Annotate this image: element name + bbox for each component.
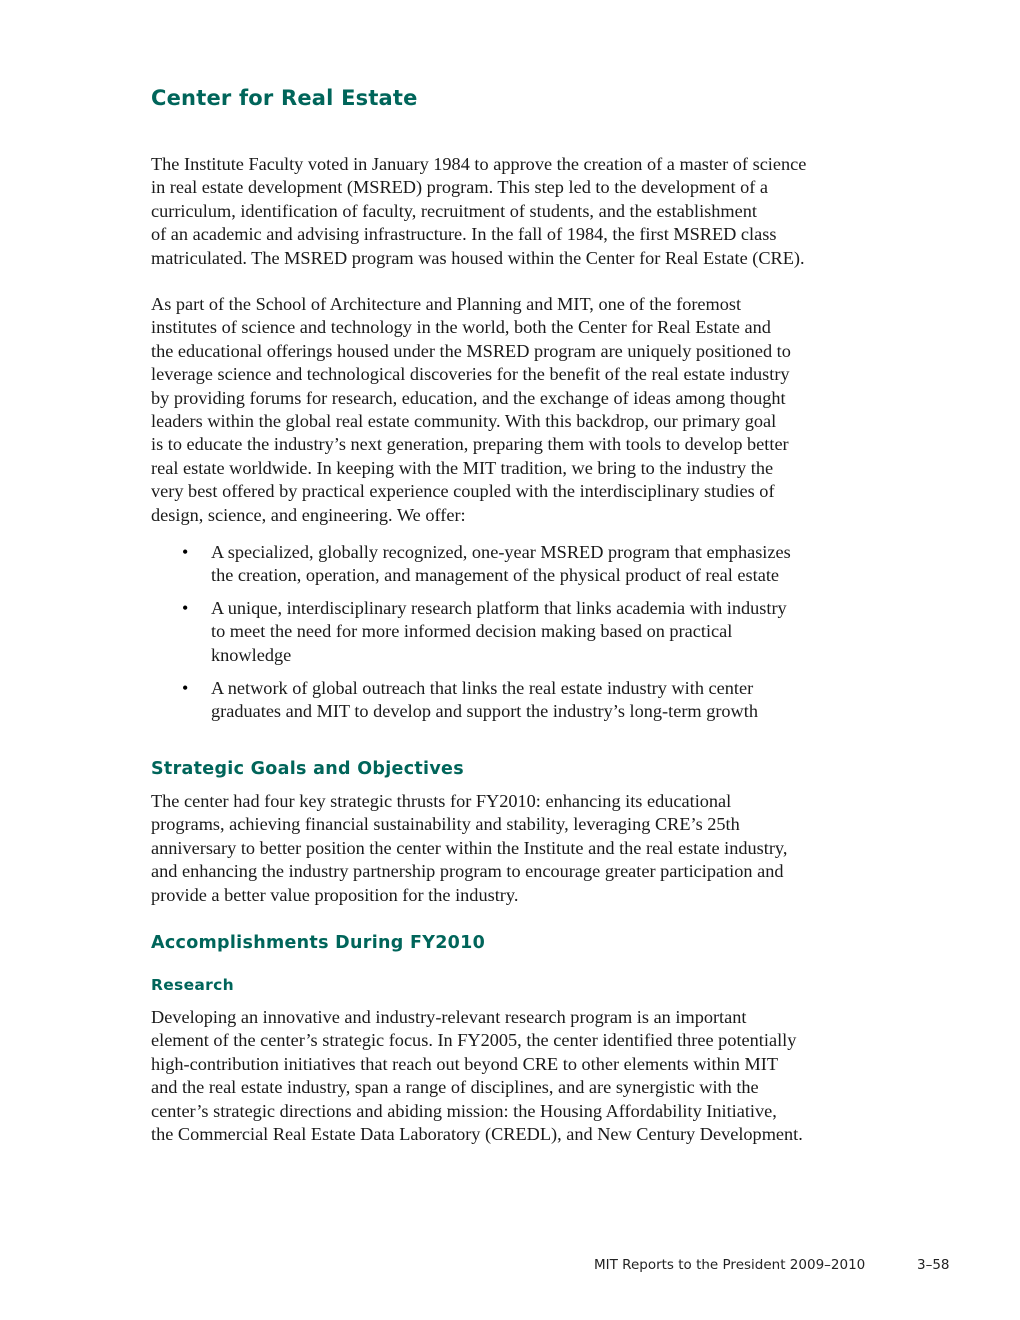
bullet-icon: • [182,598,189,618]
text-line: knowledge [211,644,292,665]
text-line: curriculum, identification of faculty, recruitment of students, and the establishment [151,200,757,221]
research-heading: Research [151,976,234,994]
bullet-icon: • [182,542,189,562]
text-line: graduates and MIT to develop and support the industry’s long-term growth [211,701,758,722]
strategic-goals-heading: Strategic Goals and Objectives [151,759,464,779]
text-line: provide a better value proposition for the industry. [151,884,519,905]
text-line: real estate worldwide. In keeping with the MIT tradition, we bring to the industry the [151,457,774,478]
text-line: leverage science and technological discoveries for the benefit of the real estate industry [151,364,790,385]
text-line: The Institute Faculty voted in January 1984 to approve the creation of a master of science [151,154,807,174]
text-line: A network of global outreach that links the real estate industry with center [211,678,754,698]
research-paragraph [151,1006,803,1146]
text-line: in real estate development (MSRED) program. This step led to the development of a [151,177,769,198]
footer-page-number: 3–58 [917,1257,950,1273]
text-line: and the real estate industry, span a range of disciplines, and are synergistic with the [151,1077,759,1098]
text-line: design, science, and engineering. We offer: [151,504,466,525]
text-line: matriculated. The MSRED program was housed within the Center for Real Estate (CRE). [151,247,805,268]
text-line: As part of the School of Architecture and Planning and MIT, one of the foremost [151,294,742,314]
text-line: element of the center’s strategic focus. In FY2005, the center identified three potentially [151,1030,797,1051]
text-line: the educational offerings housed under the MSRED program are uniquely positioned to [151,340,791,361]
footer-publication: MIT Reports to the President 2009–2010 [594,1257,866,1273]
bullet-item [211,597,787,667]
bullet-item [211,541,791,588]
text-line: of an academic and advising infrastructure. In the fall of 1984, the first MSRED class [151,224,777,245]
strategic-goals-paragraph [151,790,787,907]
text-line: center’s strategic directions and abiding mission: the Housing Affordability Initiative, [151,1100,777,1121]
accomplishments-heading: Accomplishments During FY2010 [151,933,486,953]
bullet-item [211,677,758,724]
text-line: very best offered by practical experience coupled with the interdisciplinary studies of [151,481,775,502]
text-line: to meet the need for more informed decision making based on practical [211,621,733,642]
page-title: Center for Real Estate [151,86,418,110]
text-line: institutes of science and technology in the world, both the Center for Real Estate and [151,317,771,338]
text-line: high-contribution initiatives that reach out beyond CRE to other elements within MIT [151,1053,779,1074]
text-line: anniversary to better position the center within the Institute and the real estate industry, [151,837,788,858]
text-line: and enhancing the industry partnership program to encourage greater participation and [151,861,784,882]
bullet-icon: • [182,678,189,698]
text-line: leaders within the global real estate community. With this backdrop, our primary goal [151,411,777,432]
text-line: programs, achieving financial sustainability and stability, leveraging CRE’s 25th [151,814,740,835]
text-line: by providing forums for research, education, and the exchange of ideas among thought [151,387,786,408]
text-line: Developing an innovative and industry-relevant research program is an important [151,1007,747,1027]
text-line: The center had four key strategic thrusts for FY2010: enhancing its educational [151,791,732,811]
text-line: the Commercial Real Estate Data Laboratory (CREDL), and New Century Development. [151,1124,803,1145]
text-line: A unique, interdisciplinary research platform that links academia with industry [211,598,787,618]
text-line: is to educate the industry’s next generation, preparing them with tools to develop better [151,434,789,455]
intro-paragraph-2 [151,293,791,527]
text-line: the creation, operation, and management of the physical product of real estate [211,565,780,586]
intro-paragraph-1 [151,153,806,270]
text-line: A specialized, globally recognized, one-year MSRED program that emphasizes [211,542,791,562]
